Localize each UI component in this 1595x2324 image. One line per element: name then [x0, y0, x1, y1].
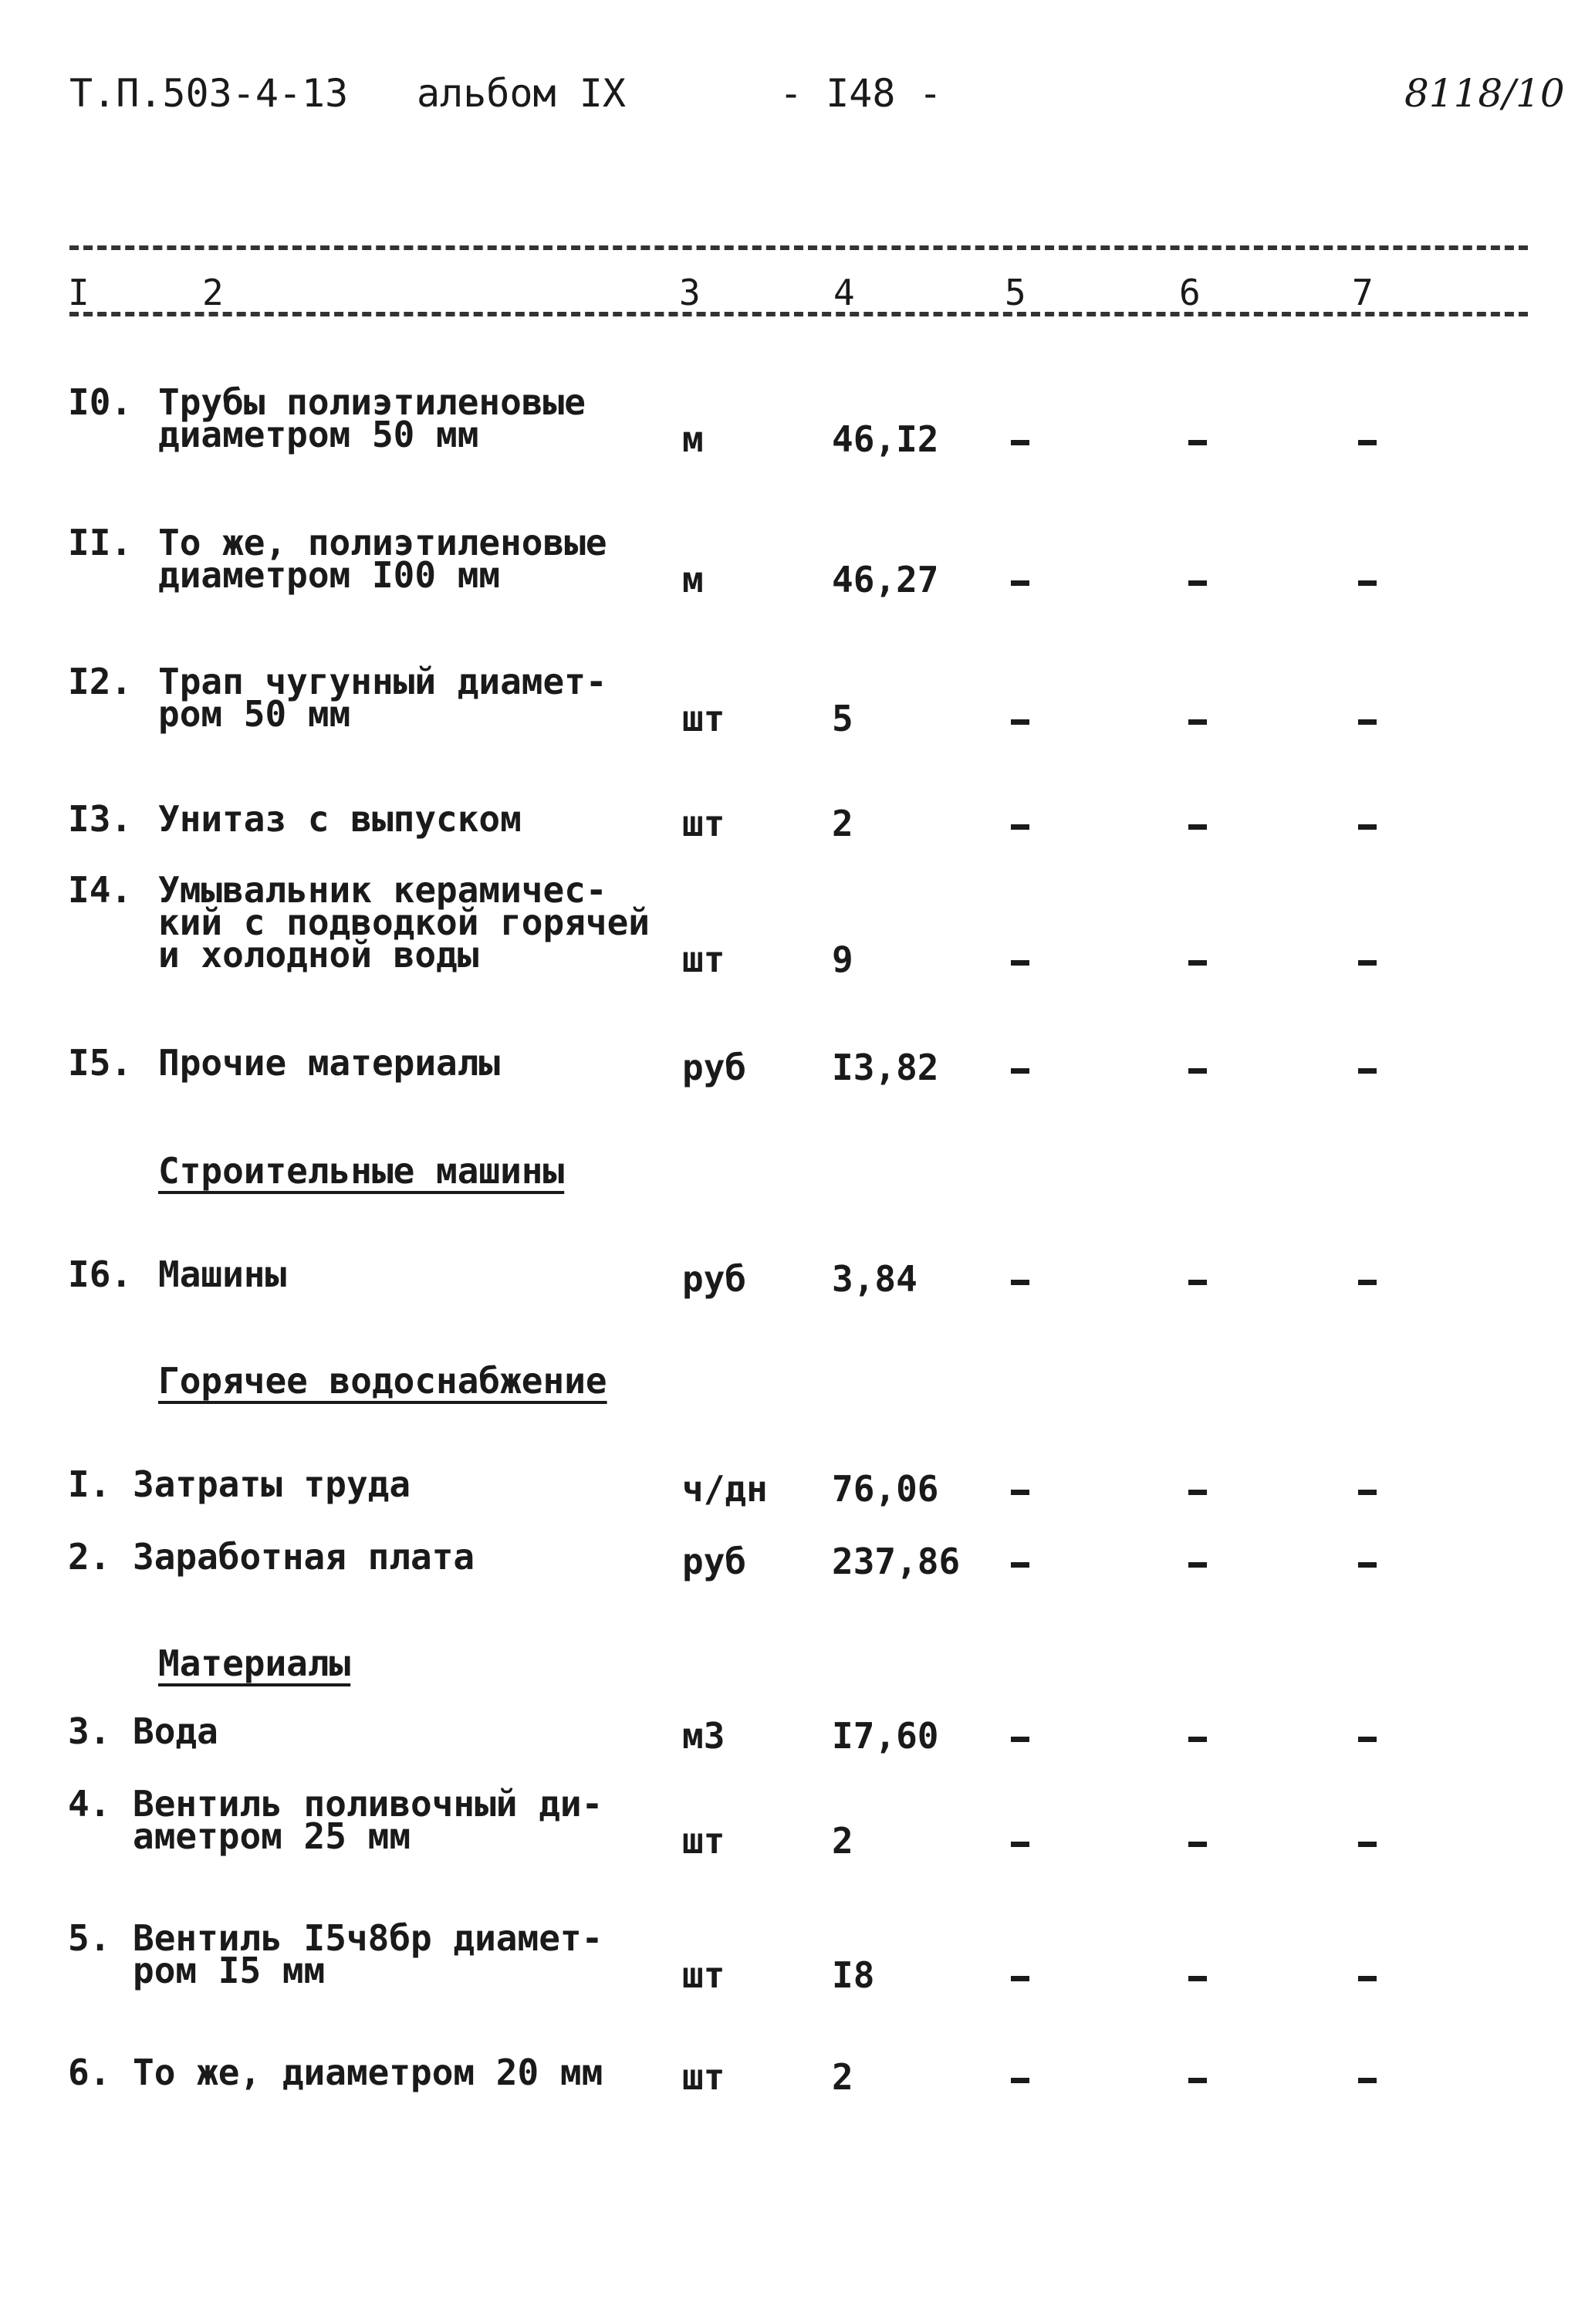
row-name-line: Унитаз с выпуском	[158, 798, 522, 840]
row-name-line: Трубы полиэтиленовые	[158, 381, 586, 423]
row-quantity: I7,60	[832, 1715, 939, 1757]
row-c7-empty-dash	[1358, 440, 1377, 445]
row-quantity: I8	[832, 1954, 875, 1996]
section-heading-machines: Строительные машины	[158, 1150, 565, 1192]
row-unit: м	[682, 418, 704, 460]
row-c5-empty-dash	[1011, 1562, 1029, 1568]
row-unit: шт	[682, 803, 725, 844]
row-unit: шт	[682, 939, 725, 980]
document-code: Т.П.503-4-13	[69, 71, 349, 116]
row-name-line: То же, полиэтиленовые	[158, 522, 607, 563]
row-c6-empty-dash	[1188, 440, 1207, 445]
column-number-1: I	[68, 272, 90, 313]
row-c5-empty-dash	[1011, 960, 1029, 966]
row-unit: м3	[682, 1715, 725, 1757]
row-c5-empty-dash	[1011, 580, 1029, 586]
column-number-4: 4	[833, 272, 855, 313]
row-c7-empty-dash	[1358, 719, 1377, 725]
row-c5-empty-dash	[1011, 719, 1029, 725]
row-unit: руб	[682, 1047, 747, 1088]
row-unit: руб	[682, 1541, 747, 1582]
row-c7-empty-dash	[1358, 1280, 1377, 1285]
row-number: 4.	[68, 1783, 111, 1825]
row-name-line: Затраты труда	[133, 1463, 411, 1505]
row-quantity: 9	[832, 939, 853, 980]
row-c5-empty-dash	[1011, 1280, 1029, 1285]
row-c7-empty-dash	[1358, 1976, 1377, 1981]
section-heading-materials: Материалы	[158, 1642, 351, 1684]
section-heading-hot-water: Горячее водоснабжение	[158, 1360, 607, 1402]
row-quantity: 2	[832, 2056, 853, 2098]
row-name-line: ром I5 мм	[133, 1950, 326, 1991]
row-number: 6.	[68, 2052, 111, 2093]
row-c6-empty-dash	[1188, 1490, 1207, 1495]
row-unit: ч/дн	[682, 1468, 768, 1510]
row-number: II.	[68, 522, 133, 563]
row-quantity: 3,84	[832, 1258, 917, 1300]
row-c6-empty-dash	[1188, 1976, 1207, 1981]
row-number: I6.	[68, 1253, 133, 1295]
row-name-line: Прочие материалы	[158, 1042, 501, 1084]
row-unit: шт	[682, 1820, 725, 1862]
row-number: I4.	[68, 869, 133, 911]
row-quantity: 5	[832, 698, 853, 739]
row-c7-empty-dash	[1358, 580, 1377, 586]
row-c7-empty-dash	[1358, 960, 1377, 966]
row-c7-empty-dash	[1358, 824, 1377, 830]
row-quantity: 76,06	[832, 1468, 939, 1510]
row-name-line: диаметром 50 мм	[158, 414, 479, 455]
row-c5-empty-dash	[1011, 1068, 1029, 1074]
column-number-3: 3	[679, 272, 701, 313]
row-quantity: I3,82	[832, 1047, 939, 1088]
page-number: - I48 -	[779, 71, 942, 116]
row-c5-empty-dash	[1011, 1842, 1029, 1847]
row-c6-empty-dash	[1188, 1562, 1207, 1568]
row-c7-empty-dash	[1358, 1068, 1377, 1074]
row-c7-empty-dash	[1358, 1842, 1377, 1847]
row-name-line: ром 50 мм	[158, 693, 351, 735]
row-unit: шт	[682, 2056, 725, 2098]
row-number: 5.	[68, 1917, 111, 1959]
row-c6-empty-dash	[1188, 719, 1207, 725]
row-number: 2.	[68, 1536, 111, 1578]
row-unit: шт	[682, 1954, 725, 1996]
row-c6-empty-dash	[1188, 1068, 1207, 1074]
row-c6-empty-dash	[1188, 580, 1207, 586]
row-c6-empty-dash	[1188, 1737, 1207, 1742]
row-name-line: То же, диаметром 20 мм	[133, 2052, 603, 2093]
row-name-line: диаметром I00 мм	[158, 554, 501, 596]
row-quantity: 2	[832, 1820, 853, 1862]
row-c7-empty-dash	[1358, 1737, 1377, 1742]
row-name-line: Машины	[158, 1253, 287, 1295]
row-c7-empty-dash	[1358, 1562, 1377, 1568]
row-name-line: Вентиль I5ч8бр диамет-	[133, 1917, 603, 1959]
row-c6-empty-dash	[1188, 1842, 1207, 1847]
row-c5-empty-dash	[1011, 440, 1029, 445]
column-number-6: 6	[1179, 272, 1201, 313]
row-name-line: Трап чугунный диамет-	[158, 661, 607, 702]
row-number: I2.	[68, 661, 133, 702]
row-c7-empty-dash	[1358, 2078, 1377, 2083]
row-name-line: Умывальник керамичес-	[158, 869, 607, 911]
row-c6-empty-dash	[1188, 824, 1207, 830]
table-top-rule	[69, 245, 1528, 250]
row-number: 3.	[68, 1710, 111, 1752]
row-name-line: и холодной воды	[158, 934, 479, 976]
column-number-5: 5	[1005, 272, 1026, 313]
row-c6-empty-dash	[1188, 1280, 1207, 1285]
album-label: альбом IX	[417, 71, 626, 116]
row-name-line: кий с подводкой горячей	[158, 902, 650, 943]
row-name-line: Заработная плата	[133, 1536, 475, 1578]
row-quantity: 46,27	[832, 559, 939, 600]
row-c6-empty-dash	[1188, 2078, 1207, 2083]
table-header-rule	[69, 312, 1528, 316]
column-number-7: 7	[1352, 272, 1374, 313]
row-c5-empty-dash	[1011, 1976, 1029, 1981]
row-c5-empty-dash	[1011, 1737, 1029, 1742]
row-c5-empty-dash	[1011, 1490, 1029, 1495]
row-c5-empty-dash	[1011, 2078, 1029, 2083]
row-number: I5.	[68, 1042, 133, 1084]
row-unit: шт	[682, 698, 725, 739]
row-number: I0.	[68, 381, 133, 423]
row-name-line: аметром 25 мм	[133, 1815, 411, 1857]
row-name-line: Вода	[133, 1710, 218, 1752]
row-c5-empty-dash	[1011, 824, 1029, 830]
row-quantity: 237,86	[832, 1541, 961, 1582]
row-number: I.	[68, 1463, 111, 1505]
row-c7-empty-dash	[1358, 1490, 1377, 1495]
sheet-reference: 8118/10	[1404, 71, 1565, 116]
row-unit: м	[682, 559, 704, 600]
row-quantity: 2	[832, 803, 853, 844]
column-number-2: 2	[202, 272, 224, 313]
row-unit: руб	[682, 1258, 747, 1300]
row-quantity: 46,I2	[832, 418, 939, 460]
row-name-line: Вентиль поливочный ди-	[133, 1783, 603, 1825]
row-number: I3.	[68, 798, 133, 840]
row-c6-empty-dash	[1188, 960, 1207, 966]
